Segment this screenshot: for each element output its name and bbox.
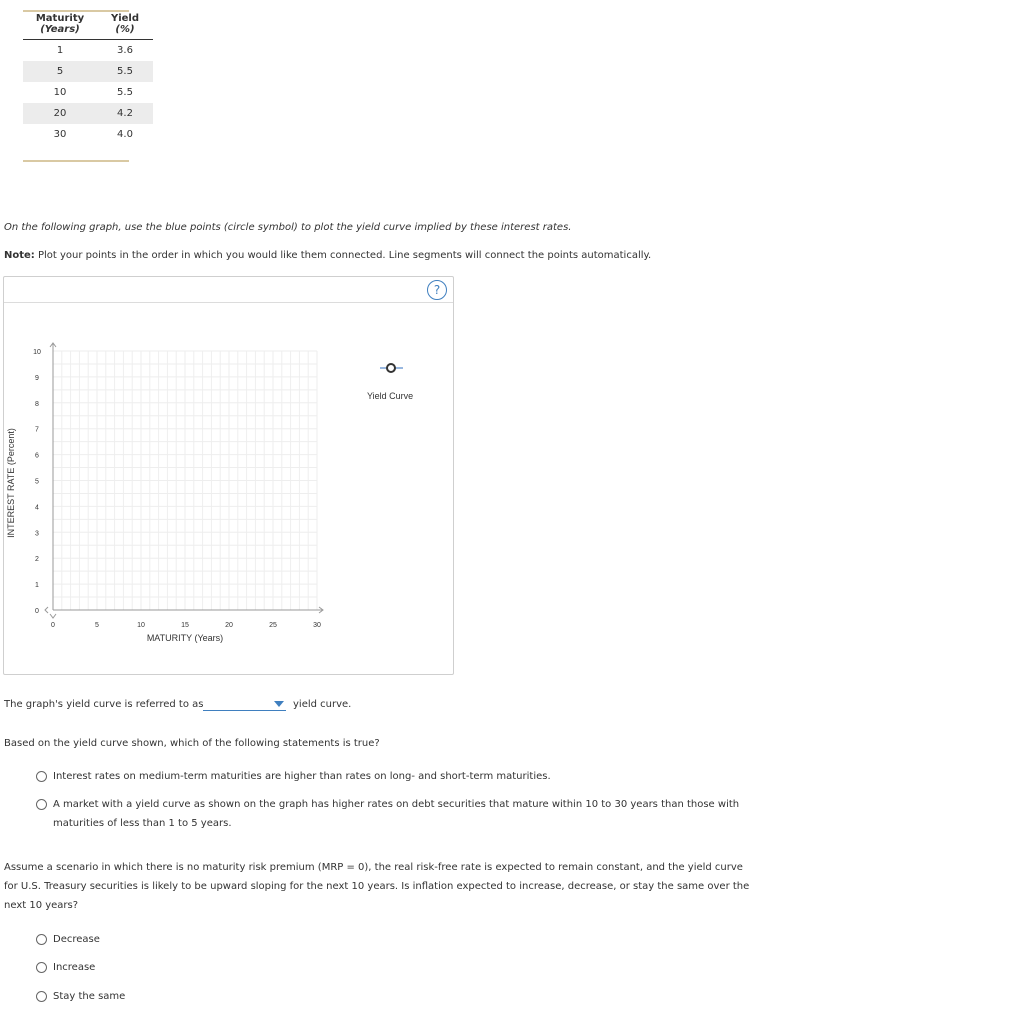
x-tick-label: 0 bbox=[51, 622, 55, 629]
yield-cell: 3.6 bbox=[117, 45, 133, 56]
y-tick-label: 1 bbox=[35, 582, 39, 590]
legend-label[interactable]: Yield Curve bbox=[367, 391, 414, 401]
yield-cell: 5.5 bbox=[97, 61, 153, 82]
radio-q2-option-2[interactable] bbox=[36, 799, 47, 810]
question2-prompt: Based on the yield curve shown, which of the following statements is true? bbox=[4, 738, 380, 749]
graph-instruction: On the following graph, use the blue points (circle symbol) to plot the yield curve implied by these interest rates. bbox=[4, 222, 572, 233]
increase-label[interactable]: Increase bbox=[53, 962, 96, 973]
y-tick-label: 3 bbox=[35, 530, 39, 538]
graph-panel bbox=[3, 276, 454, 675]
x-tick-label: 30 bbox=[313, 622, 321, 629]
q2-option-1-label[interactable]: Interest rates on medium-term maturities are higher than rates on long- and short-term maturities. bbox=[53, 771, 551, 782]
table-row bbox=[23, 82, 153, 103]
question1-text: The graph's yield curve is referred to as bbox=[4, 699, 204, 710]
y-tick-label: 8 bbox=[35, 400, 39, 408]
note bbox=[4, 250, 651, 261]
chevron-down-icon[interactable] bbox=[274, 701, 284, 707]
maturity-cell: 20 bbox=[23, 103, 97, 124]
table-row bbox=[23, 124, 153, 145]
maturity-cell: 30 bbox=[53, 129, 67, 140]
curve-type-dropdown[interactable] bbox=[203, 700, 286, 711]
y-tick-label: 4 bbox=[35, 504, 39, 512]
maturity-cell: 10 bbox=[53, 87, 67, 98]
maturity-subheader: (Years) bbox=[23, 24, 97, 40]
yield-subheader: (%) bbox=[97, 24, 153, 40]
question-icon[interactable]: ? bbox=[427, 280, 447, 300]
y-tick-label: 2 bbox=[35, 556, 39, 564]
decrease-label[interactable]: Decrease bbox=[53, 934, 100, 945]
table-row bbox=[23, 40, 153, 62]
maturity-cell: 5 bbox=[23, 61, 97, 82]
x-tick-label: 5 bbox=[95, 622, 99, 629]
question1-suffix: yield curve. bbox=[293, 699, 352, 710]
q2-option-2-label[interactable]: A market with a yield curve as shown on the graph has higher rates on debt securities that mature within 10 to 30 years than those with maturities of less than 1 to 5 years. bbox=[53, 799, 740, 829]
y-axis-label: INTEREST RATE (Percent) bbox=[6, 428, 16, 538]
maturity-cell: 1 bbox=[56, 45, 64, 56]
yield-cell: 4.2 bbox=[97, 103, 153, 124]
yield-header: Yield bbox=[110, 13, 140, 24]
radio-decrease[interactable] bbox=[36, 934, 47, 945]
x-axis-label: MATURITY (Years) bbox=[146, 633, 224, 643]
yield-cell: 5.5 bbox=[117, 87, 133, 98]
yield-cell: 4.0 bbox=[117, 129, 133, 140]
graph-toolbar bbox=[4, 277, 453, 303]
y-tick-label: 6 bbox=[35, 452, 39, 460]
note-text: Plot your points in the order in which you would like them connected. Line segments will connect the points automatically. bbox=[34, 250, 652, 261]
table-bottom-rule bbox=[23, 160, 129, 162]
x-tick-label: 15 bbox=[181, 622, 189, 629]
radio-increase[interactable] bbox=[36, 962, 47, 973]
maturity-header: Maturity bbox=[35, 13, 85, 24]
y-tick-label: 10 bbox=[33, 349, 41, 356]
question3-prompt: Assume a scenario in which there is no maturity risk premium (MRP = 0), the real risk-free rate is expected to remain constant, and the yield curve for U.S. Treasury securities is likely to be upward sloping for the next 10 years. Is inflation expected to increase, decrease, or stay the same over the next 10 years? bbox=[4, 862, 750, 911]
table-row bbox=[23, 103, 153, 124]
y-tick-label: 0 bbox=[35, 608, 39, 615]
yield-table bbox=[23, 13, 153, 145]
x-tick-label: 25 bbox=[269, 622, 277, 629]
x-tick-label: 20 bbox=[225, 622, 233, 629]
table-row bbox=[23, 61, 153, 82]
note-label: Note: bbox=[4, 250, 35, 261]
x-tick-label: 10 bbox=[137, 622, 145, 629]
radio-q2-option-1[interactable] bbox=[36, 771, 47, 782]
y-tick-label: 7 bbox=[35, 426, 39, 434]
y-tick-label: 5 bbox=[35, 478, 39, 486]
radio-stay-same[interactable] bbox=[36, 991, 47, 1002]
y-tick-label: 9 bbox=[35, 374, 39, 382]
stay-same-label[interactable]: Stay the same bbox=[53, 991, 126, 1002]
table-top-rule bbox=[23, 10, 129, 12]
